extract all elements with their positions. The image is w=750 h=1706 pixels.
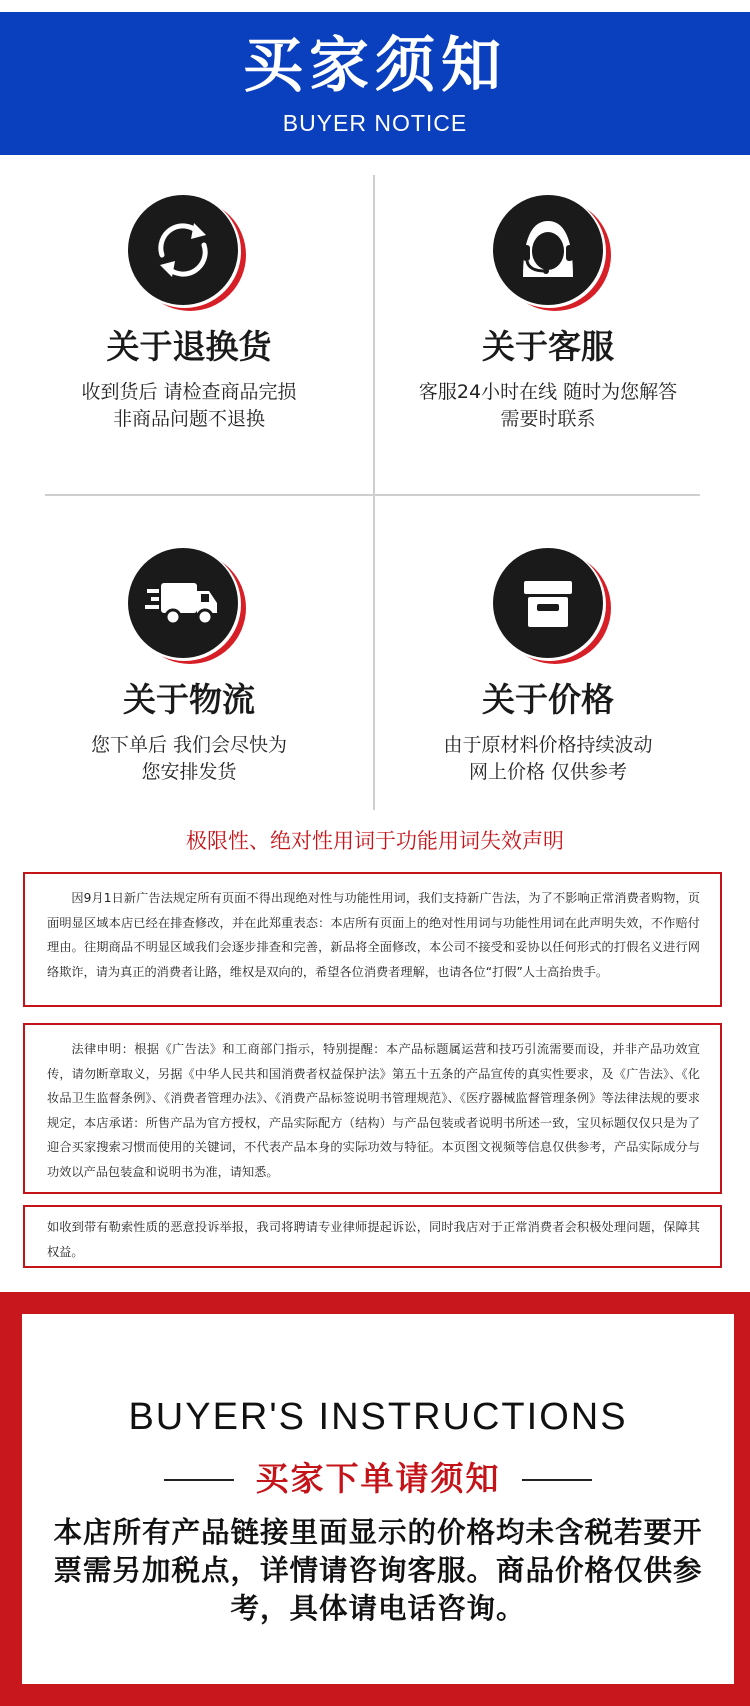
feature-title: 关于客服 <box>482 327 614 366</box>
feature-desc-line2: 网上价格 仅供参考 <box>468 761 628 783</box>
feature-title: 关于退换货 <box>106 327 272 366</box>
feature-desc-line2: 需要时联系 <box>500 408 596 430</box>
grid-vertical-divider <box>373 175 375 810</box>
disclaimer-box-1 <box>23 872 722 1007</box>
feature-price <box>378 548 718 798</box>
instructions-frame <box>0 1292 750 1706</box>
page-subtitle: BUYER NOTICE <box>282 110 468 136</box>
feature-customer-service <box>378 195 718 445</box>
feature-desc-line2: 非商品问题不退换 <box>112 408 265 430</box>
disclaimer-text: 因9月1日新广告法规定所有页面不得出现绝对性与功能性用词，我们支持新广告法，为了不影响正常消费者购物，页面明显区域本店已经在排查修改，并在此郑重表态：本店所有页面上的绝对性用词与功能性用词在此声明失效，不作赔付理由。往期商品不明显区域我们会逐步排查和完善，新品将全面修改，本公司不接受和妥协以任何形式的打假名义进行网络欺诈，请为真正的消费者让路，维权是双向的，希望各位消费者理解，也请各位“打假”人士高抬贵手。 <box>47 891 700 979</box>
header-banner <box>0 12 750 155</box>
legal-statement-text: 法律申明：根据《广告法》和工商部门指示，特别提醒：本产品标题属运营和技巧引流需要而设，并非产品功效宣传，请勿断章取义，另据《中华人民共和国消费者权益保护法》第五十五条的产品宣传的真实性要求，及《广告法》、《化妆品卫生监督条例》、《消费者管理办法》、《消费产品标签说明书管理规范》、《医疗器械监督管理条例》等法律法规的要求规定，本店承诺：所售产品为官方授权，产品实际配方（结构）与产品包装或者说明书所述一致，宝贝标题仅仅只是为了迎合买家搜索习惯而使用的关键词，不代表产品本身的实际功效与特征。本页图文视频等信息仅供参考，产品实际成分与功效以产品包装盒和说明书为准，请知悉。 <box>47 1042 700 1179</box>
price-box-icon <box>493 548 603 658</box>
disclaimer-box-2 <box>23 1023 722 1194</box>
feature-desc-line2: 您安排发货 <box>141 761 237 783</box>
feature-desc-line1: 收到货后 请检查商品完损 <box>81 381 297 403</box>
grid-horizontal-divider <box>45 494 700 496</box>
feature-title: 关于价格 <box>482 680 614 719</box>
feature-returns <box>19 195 359 445</box>
customer-service-icon <box>493 195 603 305</box>
feature-desc-line1: 您下单后 我们会尽快为 <box>90 734 288 756</box>
delivery-truck-icon <box>128 548 238 658</box>
feature-desc-line1: 由于原材料价格持续波动 <box>443 734 653 756</box>
instructions-subtitle-row <box>22 1454 734 1504</box>
feature-desc-line1: 客服24小时在线 随时为您解答 <box>418 381 678 403</box>
instructions-text: 本店所有产品链接里面显示的价格均未含税若要开票需另加税点，详情请咨询客服。商品价格仅供参考，具体请电话咨询。 <box>53 1516 703 1625</box>
refresh-icon <box>128 195 238 305</box>
instructions-subtitle: 买家下单请须知 <box>255 1459 501 1498</box>
complaint-statement-text: 如收到带有勒索性质的恶意投诉举报，我司将聘请专业律师提起诉讼，同时我店对于正常消费者会积极处理问题，保障其权益。 <box>47 1220 700 1259</box>
instructions-panel <box>22 1314 734 1684</box>
page-title: 买家须知 <box>243 31 507 101</box>
disclaimer-title: 极限性、绝对性用词于功能用词失效声明 <box>186 829 564 853</box>
feature-logistics <box>19 548 359 798</box>
divider-right <box>522 1479 592 1481</box>
disclaimer-box-3 <box>23 1205 722 1268</box>
instructions-title: BUYER'S INSTRUCTIONS <box>128 1396 628 1438</box>
feature-title: 关于物流 <box>123 680 255 719</box>
